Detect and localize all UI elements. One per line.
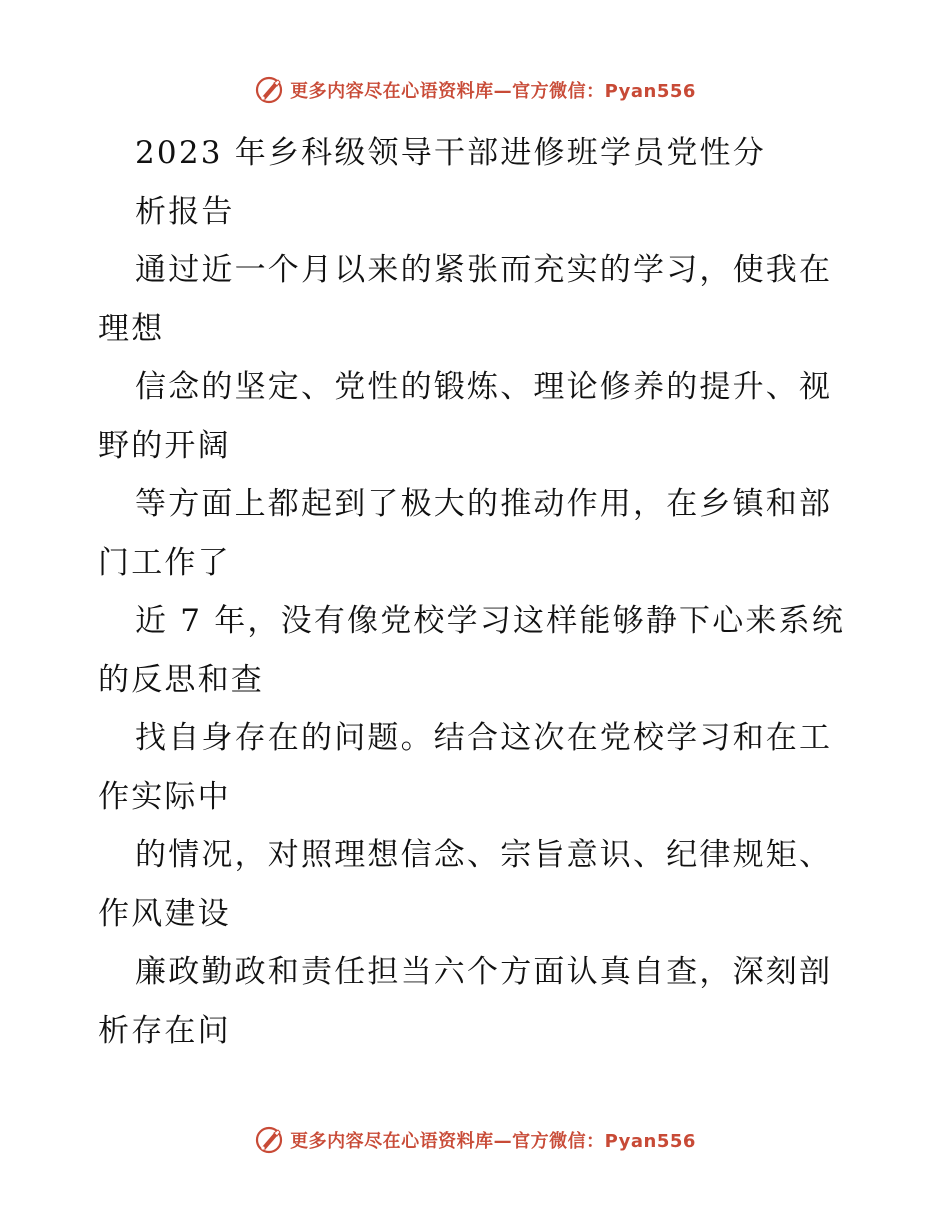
text-line: 野的开阔 xyxy=(98,427,231,464)
text-line: 通过近一个月以来的紧张而充实的学习，使我在 xyxy=(135,252,833,288)
watermark-text: 更多内容尽在心语资料库—官方微信：Pyan556 xyxy=(290,81,696,102)
text-line: 门工作了 xyxy=(98,544,231,581)
text-line: 作实际中 xyxy=(98,778,231,815)
watermark-banner-top xyxy=(0,70,950,110)
text-line: 理想 xyxy=(98,310,165,347)
text-line: 析报告 xyxy=(135,193,235,230)
text-line: 廉政勤政和责任担当六个方面认真自查，深刻剖 xyxy=(135,954,833,990)
text-line: 近 7 年，没有像党校学习这样能够静下心来系统 xyxy=(135,603,846,639)
watermark-banner-bottom xyxy=(0,1120,950,1160)
text-line: 的情况，对照理想信念、宗旨意识、纪律规矩、 xyxy=(135,837,833,873)
text-line: 2023 年乡科级领导干部进修班学员党性分 xyxy=(135,135,766,171)
text-line: 找自身存在的问题。结合这次在党校学习和在工 xyxy=(135,720,833,756)
text-line: 析存在问 xyxy=(98,1012,231,1049)
pen-logo-icon xyxy=(254,1125,284,1155)
text-line: 等方面上都起到了极大的推动作用，在乡镇和部 xyxy=(135,486,833,522)
text-line: 的反思和查 xyxy=(98,661,264,698)
text-line: 作风建设 xyxy=(98,895,231,932)
pen-logo-icon xyxy=(254,75,284,105)
text-line: 信念的坚定、党性的锻炼、理论修养的提升、视 xyxy=(135,369,833,405)
document-body xyxy=(98,124,858,1060)
watermark-text: 更多内容尽在心语资料库—官方微信：Pyan556 xyxy=(290,1131,696,1152)
